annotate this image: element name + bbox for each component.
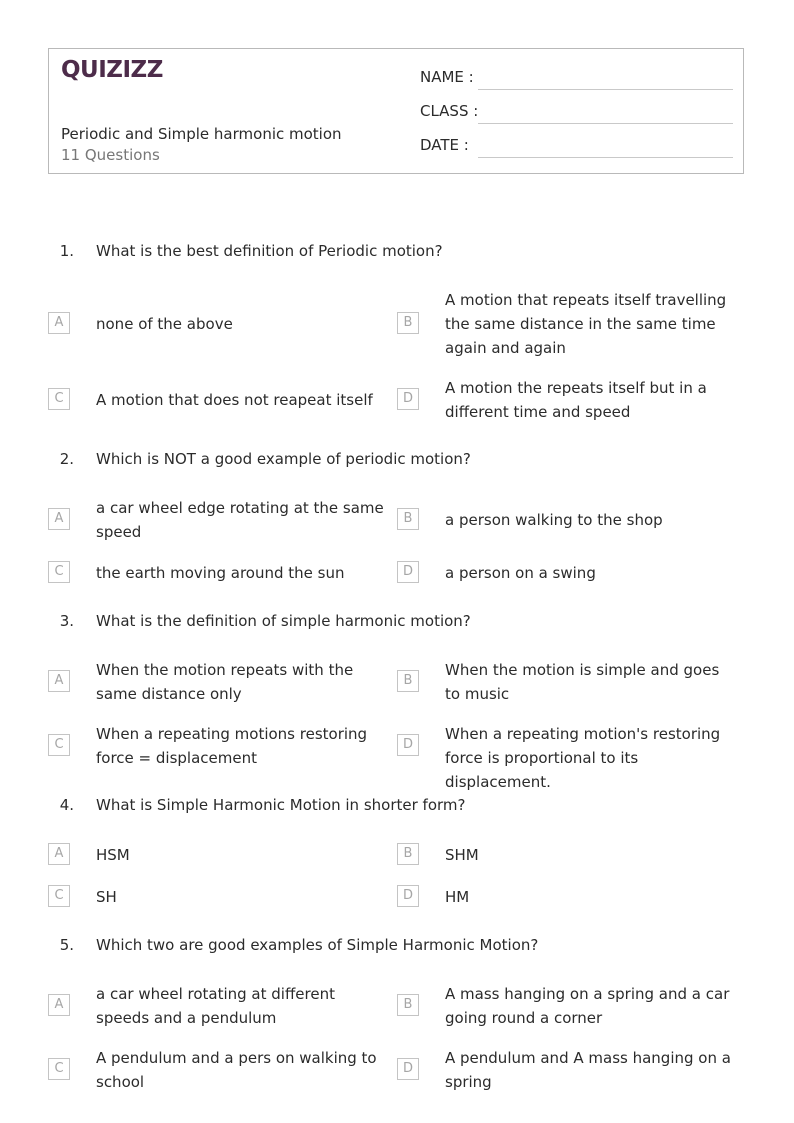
option-d-text: A pendulum and A mass hanging on a spring: [445, 1049, 731, 1091]
option-c-text: SH: [96, 888, 117, 906]
option-b-box[interactable]: B: [397, 843, 419, 865]
option-a-box[interactable]: A: [48, 670, 70, 692]
option-c-text: A pendulum and a pers on walking to school: [96, 1049, 377, 1091]
option-b-text: A mass hanging on a spring and a car going round a corner: [445, 985, 730, 1027]
option-a-text: a car wheel edge rotating at the same speed: [96, 499, 384, 541]
option-d-text: a person on a swing: [445, 564, 596, 582]
option-a-text: When the motion repeats with the same distance only: [96, 661, 354, 703]
option-a-text: HSM: [96, 846, 130, 864]
option-d-box[interactable]: D: [397, 1058, 419, 1080]
question-text: Which two are good examples of Simple Harmonic Motion?: [96, 936, 539, 954]
option-a-box[interactable]: A: [48, 312, 70, 334]
option-a-box[interactable]: A: [48, 508, 70, 530]
option-d-text: When a repeating motion's restoring force is proportional to its displacement.: [445, 725, 721, 791]
option-c-text: the earth moving around the sun: [96, 564, 345, 582]
name-label: NAME :: [420, 68, 474, 86]
question-text: What is Simple Harmonic Motion in shorter form?: [96, 796, 466, 814]
question-text: What is the definition of simple harmonic motion?: [96, 612, 471, 630]
option-a-text: none of the above: [96, 315, 233, 333]
option-c-box[interactable]: C: [48, 561, 70, 583]
option-c-text: When a repeating motions restoring force = displacement: [96, 725, 368, 767]
option-b-text: a person walking to the shop: [445, 511, 663, 529]
option-b-box[interactable]: B: [397, 994, 419, 1016]
option-d-text: HM: [445, 888, 470, 906]
option-a-box[interactable]: A: [48, 843, 70, 865]
option-c-text: A motion that does not reapeat itself: [96, 391, 373, 409]
option-b-text: When the motion is simple and goes to music: [445, 661, 720, 703]
question-number: 1.: [59, 242, 74, 260]
question-number: 2.: [59, 450, 74, 468]
question-number: 3.: [59, 612, 74, 630]
worksheet-title: Periodic and Simple harmonic motion: [61, 125, 342, 143]
option-b-box[interactable]: B: [397, 508, 419, 530]
worksheet-header: [48, 48, 744, 174]
option-c-box[interactable]: C: [48, 388, 70, 410]
option-b-text: SHM: [445, 846, 479, 864]
question-number: 5.: [59, 936, 74, 954]
date-line[interactable]: [478, 157, 733, 158]
option-d-text: A motion the repeats itself but in a different time and speed: [445, 379, 707, 421]
question-number: 4.: [59, 796, 74, 814]
option-b-text: A motion that repeats itself travelling the same distance in the same time again and again: [445, 291, 727, 357]
option-d-box[interactable]: D: [397, 734, 419, 756]
option-d-box[interactable]: D: [397, 388, 419, 410]
class-label: CLASS :: [420, 102, 479, 120]
option-b-box[interactable]: B: [397, 670, 419, 692]
date-label: DATE :: [420, 136, 469, 154]
quizizz-logo: QUIZIZZ: [61, 57, 163, 83]
option-c-box[interactable]: C: [48, 734, 70, 756]
option-d-box[interactable]: D: [397, 561, 419, 583]
class-line[interactable]: [478, 123, 733, 124]
option-d-box[interactable]: D: [397, 885, 419, 907]
option-c-box[interactable]: C: [48, 885, 70, 907]
name-line[interactable]: [478, 89, 733, 90]
option-b-box[interactable]: B: [397, 312, 419, 334]
question-text: What is the best definition of Periodic motion?: [96, 242, 443, 260]
question-count: 11 Questions: [61, 146, 160, 164]
question-text: Which is NOT a good example of periodic motion?: [96, 450, 471, 468]
option-a-text: a car wheel rotating at different speeds and a pendulum: [96, 985, 335, 1027]
option-c-box[interactable]: C: [48, 1058, 70, 1080]
option-a-box[interactable]: A: [48, 994, 70, 1016]
